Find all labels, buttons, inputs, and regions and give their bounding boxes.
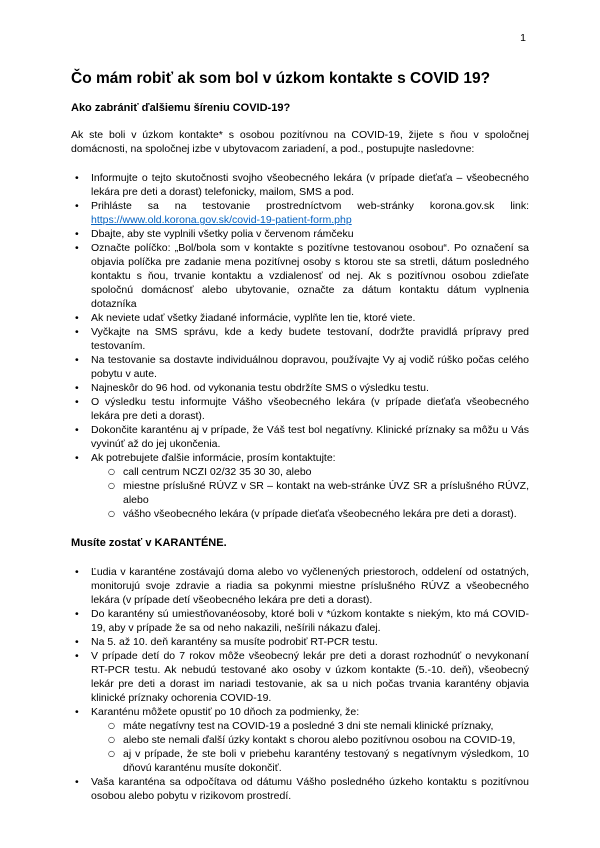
bullet-icon: •: [75, 382, 79, 394]
sub-bullet-item: [91, 733, 529, 747]
sub-bullet-text: vášho všeobecného lekára (v prípade dieťaťa všeobecného lekára pre deti a dorast).: [123, 508, 517, 520]
bullet-icon: •: [75, 228, 79, 240]
bullet-item: [71, 353, 529, 381]
bullet-item: [71, 325, 529, 353]
bullet-icon: •: [75, 172, 79, 184]
bullet-icon: •: [75, 396, 79, 408]
prevention-steps-list: [71, 171, 529, 521]
sub-bullet-icon: ○: [108, 481, 115, 490]
sub-bullet-icon: ○: [108, 735, 115, 744]
bullet-text: Informujte o tejto skutočnosti svojho všeobecného lekára (v prípade dieťaťa – všeobecného lekára pre deti a dorast) telefonicky, mailom, SMS a pod.: [91, 172, 529, 198]
bullet-text: Ľudia v karanténe zostávajú doma alebo vo vyčlenených priestoroch, oddelení od ostatných, monitorujú svoje zdravie a riadia sa pokynmi miestne príslušného RÚVZ a všeobecného lekára (v prípade detí všeobecného lekára pre deti a dorast).: [91, 566, 529, 606]
bullet-text: Dokončite karanténu aj v prípade, že Váš test bol negatívny. Klinické príznaky sa môžu u Vás vyvinúť až do jej ukončenia.: [91, 424, 529, 450]
bullet-item: [71, 635, 529, 649]
document-title: Čo mám robiť ak som bol v úzkom kontakte s COVID 19?: [71, 70, 491, 87]
bullet-icon: •: [75, 776, 79, 788]
bullet-icon: •: [75, 452, 79, 464]
bullet-item: [71, 227, 529, 241]
registration-hyperlink[interactable]: https://www.old.korona.gov.sk/covid-19-patient-form.php: [91, 214, 352, 226]
bullet-icon: •: [75, 424, 79, 436]
bullet-icon: •: [75, 636, 79, 648]
bullet-text: Ak potrebujete ďalšie informácie, prosím kontaktujte: ○ call centrum NCZI 02/32 35 30 30, alebo ○ miestne príslušné RÚVZ v SR – kontakt na web-stránke ÚVZ SR a príslušného RÚVZ, alebo ○ vášho všeobecného lekára (v prípade dieťaťa všeobecného lekára pre deti a dorast).: [91, 452, 529, 520]
sub-bullet-text: call centrum NCZI 02/32 35 30 30, alebo: [123, 466, 312, 478]
bullet-item: [71, 395, 529, 423]
sub-bullet-item: [91, 507, 529, 521]
bullet-text: Do karantény sú umiestňovanéosoby, ktoré boli v *úzkom kontakte s niekým, kto má COVID-19, aby v prípade že sa od neho nakazili, nešírili nákazu ďalej.: [91, 608, 529, 634]
bullet-icon: •: [75, 200, 79, 212]
bullet-icon: •: [75, 312, 79, 324]
bullet-text: Označte políčko: „Bol/bola som v kontakte s pozitívne testovanou osobou“. Po označení sa objavia políčka pre zadanie mena pozitívnej osoby s ktorou ste sa stretli, dátum posledného kontaktu s ňou, trvanie kontaktu a vzdialenosť od nej. Ak s pozitívnou osobou zdieľate spoločnú domácnosť alebo ubytovanie, označte za dátum kontaktu dátum vyplnenia dotazníka: [91, 242, 529, 310]
sub-bullet-item: [91, 465, 529, 479]
sub-bullet-icon: ○: [108, 721, 115, 730]
sub-bullet-text: máte negatívny test na COVID-19 a posledné 3 dni ste nemali klinické príznaky,: [123, 720, 494, 732]
bullet-item: [71, 423, 529, 451]
bullet-item: [71, 199, 529, 227]
bullet-item: [71, 649, 529, 705]
bullet-text: Vyčkajte na SMS správu, kde a kedy budete testovaní, dodržte pravidlá prípravy pred testovaním.: [91, 326, 529, 352]
bullet-text: Karanténu môžete opustiť po 10 dňoch za podmienky, že: ○ máte negatívny test na COVID-19 a posledné 3 dni ste nemali klinické príznaky, ○ alebo ste nemali ďalší úzky kontakt s chorou alebo pozitívnou osobou na COVID-19, ○ aj v prípade, že ste boli v priebehu karantény testovaný s negatívnym výsledkom, 10 dňovú karanténu musíte dokončiť.: [91, 706, 529, 774]
bullet-icon: •: [75, 566, 79, 578]
bullet-text: Najneskôr do 96 hod. od vykonania testu obdržíte SMS o výsledku testu.: [91, 382, 429, 394]
bullet-item: [71, 451, 529, 521]
bullet-text: Na testovanie sa dostavte individuálnou dopravou, používajte Vy aj vodič rúško počas celého pobytu v aute.: [91, 354, 529, 380]
bullet-icon: •: [75, 326, 79, 338]
bullet-icon: •: [75, 650, 79, 662]
sub-bullet-text: aj v prípade, že ste boli v priebehu karantény testovaný s negatívnym výsledkom, 10 dňovú karanténu musíte dokončiť.: [123, 748, 529, 774]
section-heading-quarantine: Musíte zostať v KARANTÉNE.: [71, 537, 227, 549]
section-heading-prevention: Ako zabrániť ďalšiemu šíreniu COVID-19?: [71, 102, 291, 114]
sub-bullet-icon: ○: [108, 467, 115, 476]
sub-bullet-list: [91, 465, 529, 521]
sub-bullet-text: alebo ste nemali ďalší úzky kontakt s chorou alebo pozitívnou osobou na COVID-19,: [123, 734, 516, 746]
bullet-icon: •: [75, 608, 79, 620]
bullet-text: Prihláste sa na testovanie prostredníctvom web-stránky korona.gov.sk link: https://www.old.korona.gov.sk/covid-19-patient-form.php: [91, 200, 529, 226]
sub-bullet-icon: ○: [108, 749, 115, 758]
bullet-item: [71, 381, 529, 395]
sub-bullet-icon: ○: [108, 509, 115, 518]
bullet-text: V prípade detí do 7 rokov môže všeobecný lekár pre deti a dorast rozhodnúť o nevykonaní RT-PCR testu. Ak nebudú testované ako osoby v úzkom kontakte (5.-10. deň), všeobecný lekár pre deti a dorast im nariadi testovanie, ak sa u nich počas trvania karantény objavia klinické príznaky ochorenia COVID-19.: [91, 650, 529, 704]
intro-paragraph: Ak ste boli v úzkom kontakte* s osobou pozitívnou na COVID-19, žijete s ňou v spoločnej domácnosti, na spoločnej izbe v ubytovacom zariadení, a pod., postupujte nasledovne:: [71, 129, 529, 155]
bullet-text: Ak neviete udať všetky žiadané informácie, vyplňte len tie, ktoré viete.: [91, 312, 416, 324]
bullet-item: [71, 775, 529, 803]
bullet-item: [71, 311, 529, 325]
bullet-item: [71, 607, 529, 635]
bullet-text: Vaša karanténa sa odpočítava od dátumu Vášho posledného úzkeho kontaktu s pozitívnou osobou alebo pobytu v rizikovom prostredí.: [91, 776, 529, 802]
bullet-icon: •: [75, 242, 79, 254]
bullet-item: [71, 705, 529, 775]
bullet-icon: •: [75, 706, 79, 718]
sub-bullet-text: miestne príslušné RÚVZ v SR – kontakt na web-stránke ÚVZ SR a príslušného RÚVZ, alebo: [123, 480, 529, 506]
sub-bullet-item: [91, 747, 529, 775]
quarantine-rules-list: [71, 565, 529, 803]
sub-bullet-item: [91, 719, 529, 733]
bullet-text: Na 5. až 10. deň karantény sa musíte podrobiť RT-PCR testu.: [91, 636, 378, 648]
bullet-text: Dbajte, aby ste vyplnili všetky polia v červenom rámčeku: [91, 228, 354, 240]
page-number: 1: [520, 32, 526, 44]
sub-bullet-item: [91, 479, 529, 507]
bullet-item: [71, 171, 529, 199]
bullet-text: O výsledku testu informujte Vášho všeobecného lekára (v prípade dieťaťa všeobecného lekára pre deti a dorast).: [91, 396, 529, 422]
sub-bullet-list: [91, 719, 529, 775]
bullet-icon: •: [75, 354, 79, 366]
bullet-item: [71, 565, 529, 607]
bullet-item: [71, 241, 529, 311]
